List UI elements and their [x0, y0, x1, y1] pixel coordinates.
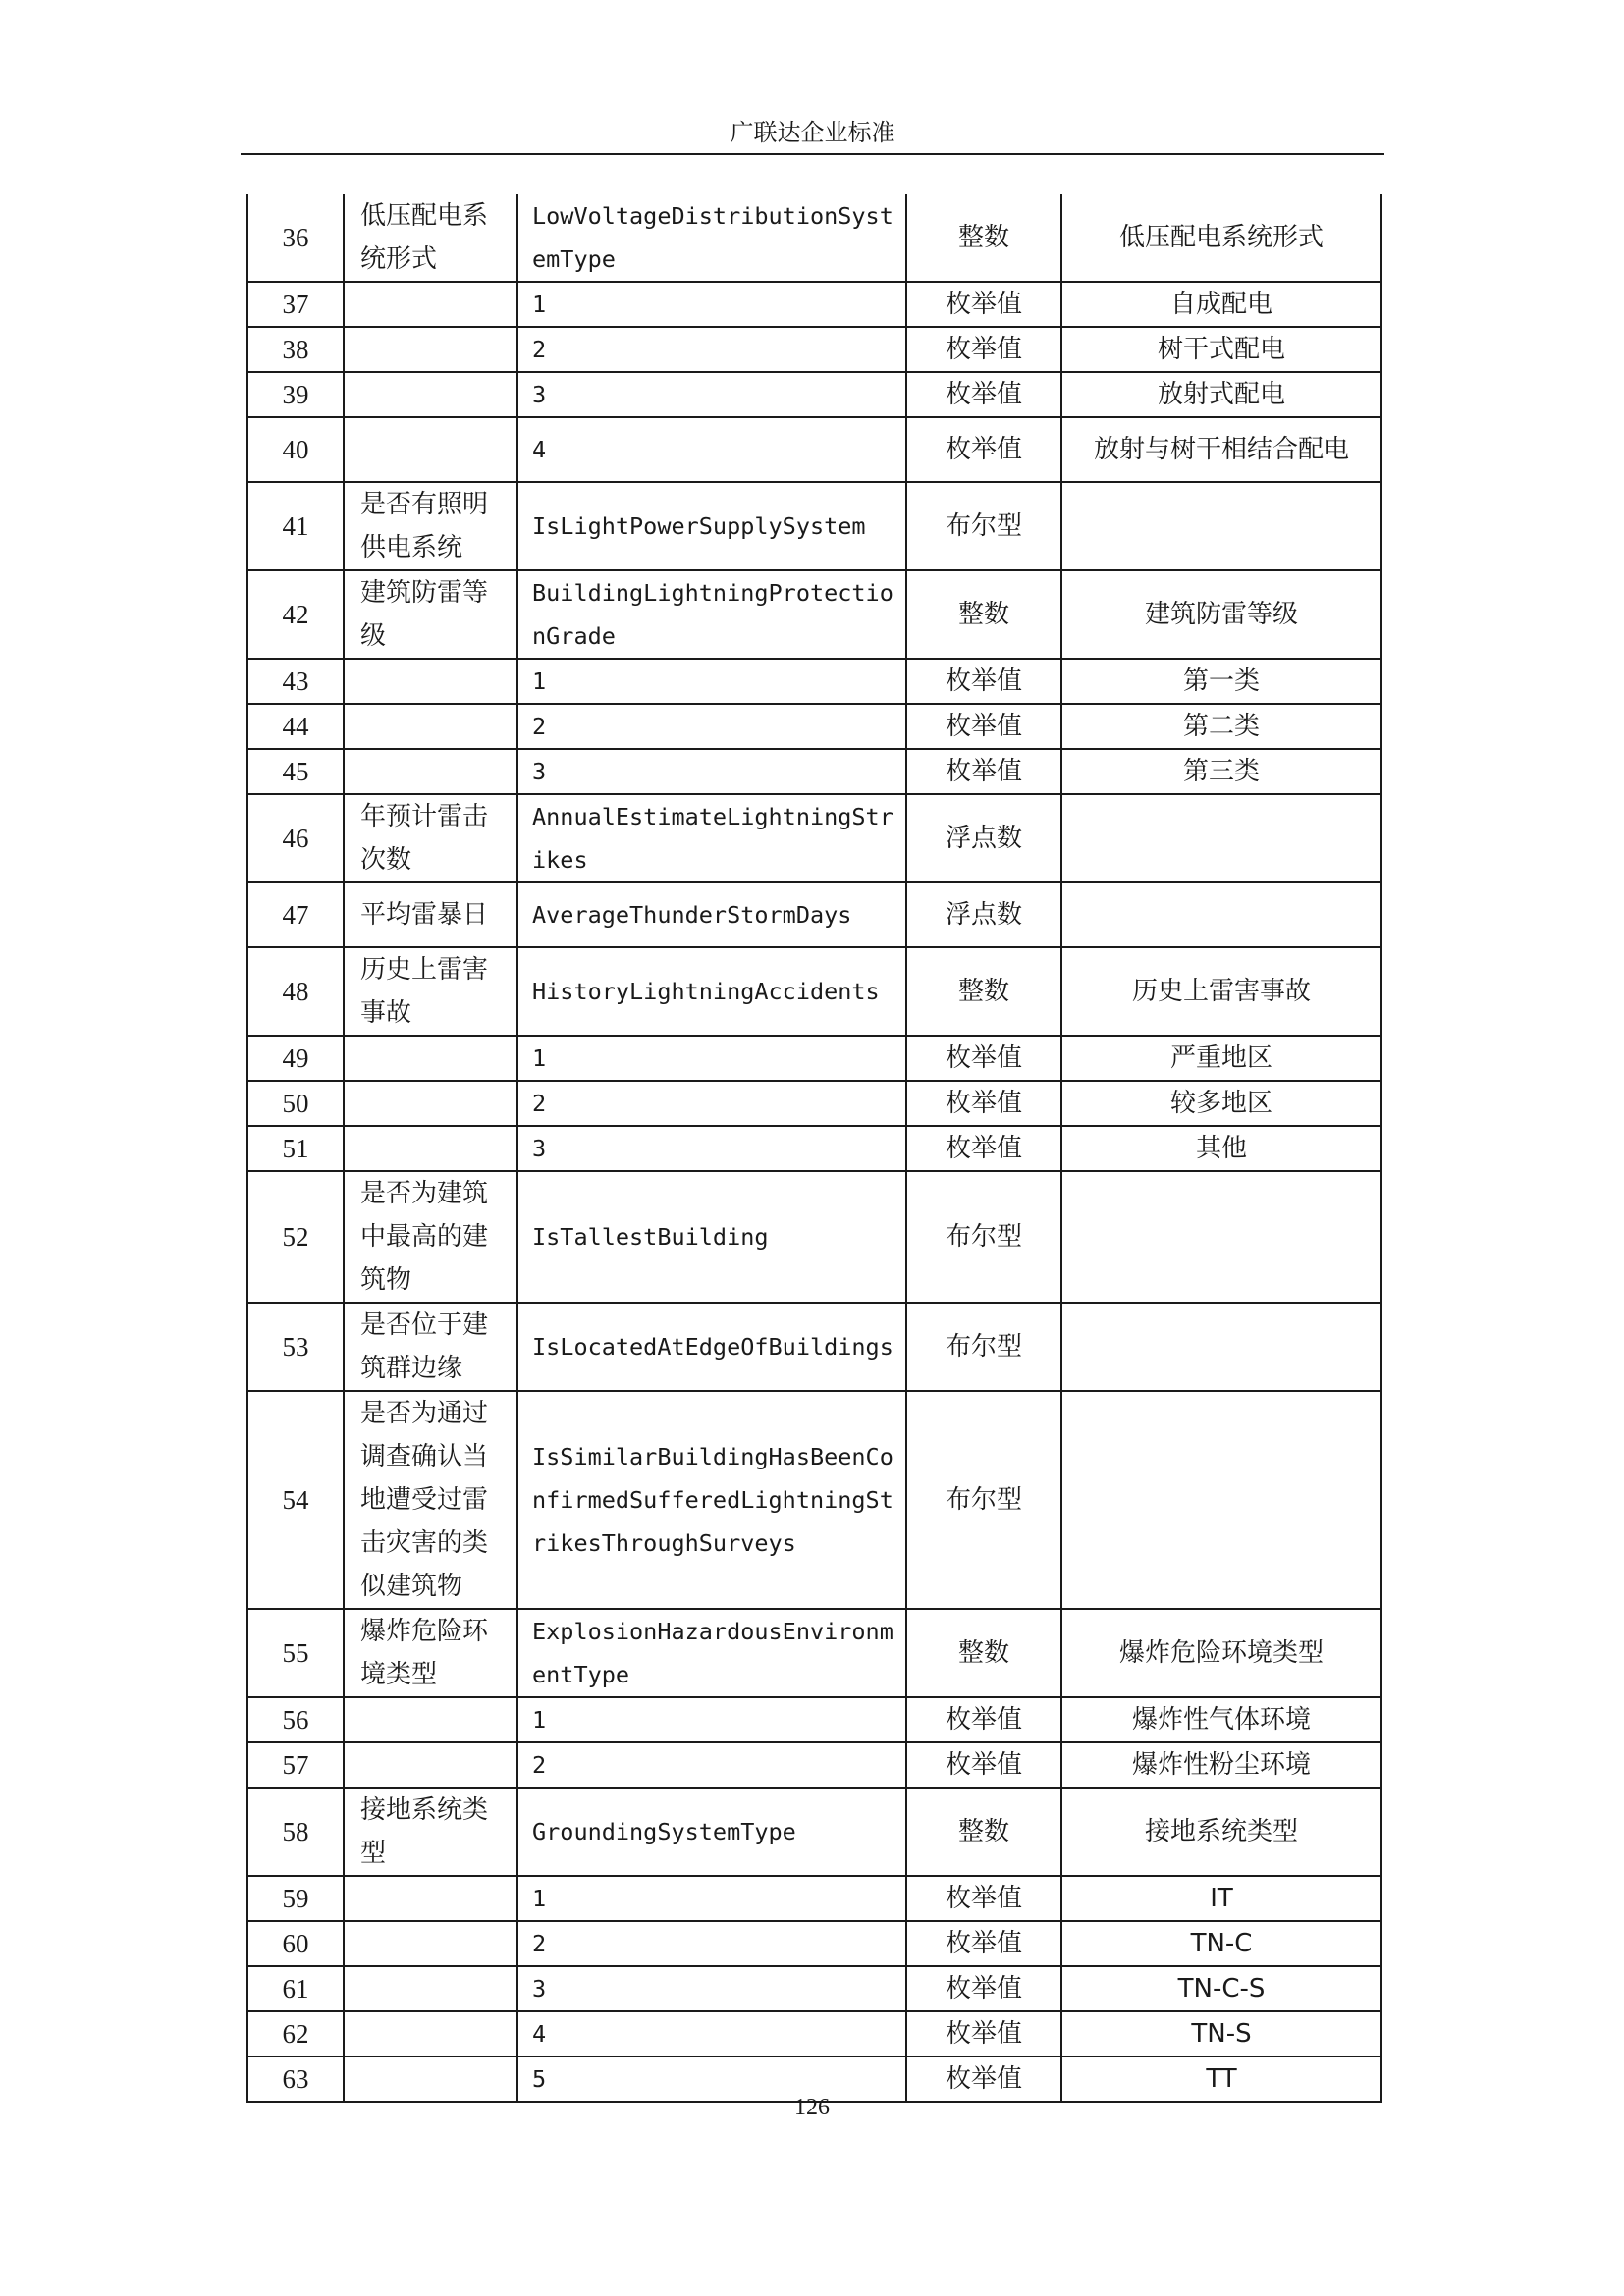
data-type-cell: 布尔型: [906, 1303, 1061, 1391]
attribute-table-body: [247, 194, 1381, 2102]
attribute-code-cell: 3: [517, 1126, 906, 1171]
attribute-code-cell: IsTallestBuilding: [517, 1171, 906, 1303]
value-description-cell: 历史上雷害事故: [1061, 947, 1381, 1036]
attribute-name-cell: [344, 1126, 517, 1171]
attribute-name-cell: 是否有照明供电系统: [344, 482, 517, 570]
header-divider: [241, 153, 1384, 155]
attribute-name-cell: 低压配电系统形式: [344, 194, 517, 282]
table-row: [247, 659, 1381, 704]
data-type-cell: 枚举值: [906, 1921, 1061, 1966]
row-number-cell: 58: [247, 1788, 344, 1876]
data-type-cell: 枚举值: [906, 1876, 1061, 1921]
value-description-cell: 放射式配电: [1061, 372, 1381, 417]
row-number-cell: 49: [247, 1036, 344, 1081]
value-description-cell: 爆炸危险环境类型: [1061, 1609, 1381, 1697]
row-number-cell: 50: [247, 1081, 344, 1126]
row-number-cell: 39: [247, 372, 344, 417]
row-number-cell: 45: [247, 749, 344, 794]
data-type-cell: 枚举值: [906, 1126, 1061, 1171]
value-description-cell: [1061, 882, 1381, 947]
data-type-cell: 浮点数: [906, 882, 1061, 947]
row-number-cell: 54: [247, 1391, 344, 1609]
attribute-code-cell: 2: [517, 327, 906, 372]
data-type-cell: 枚举值: [906, 659, 1061, 704]
value-description-cell: TT: [1061, 2056, 1381, 2102]
table-row: [247, 1921, 1381, 1966]
table-row: [247, 282, 1381, 327]
data-type-cell: 枚举值: [906, 417, 1061, 482]
attribute-table: [246, 194, 1382, 2103]
attribute-code-cell: 3: [517, 372, 906, 417]
row-number-cell: 42: [247, 570, 344, 659]
attribute-name-cell: [344, 282, 517, 327]
attribute-name-cell: [344, 749, 517, 794]
attribute-code-cell: 1: [517, 659, 906, 704]
data-type-cell: 枚举值: [906, 1081, 1061, 1126]
value-description-cell: 低压配电系统形式: [1061, 194, 1381, 282]
row-number-cell: 57: [247, 1742, 344, 1788]
table-row: [247, 882, 1381, 947]
value-description-cell: 爆炸性气体环境: [1061, 1697, 1381, 1742]
value-description-cell: 第一类: [1061, 659, 1381, 704]
attribute-name-cell: 平均雷暴日: [344, 882, 517, 947]
attribute-name-cell: [344, 2011, 517, 2056]
value-description-cell: 第二类: [1061, 704, 1381, 749]
row-number-cell: 41: [247, 482, 344, 570]
value-description-cell: [1061, 482, 1381, 570]
attribute-code-cell: GroundingSystemType: [517, 1788, 906, 1876]
value-description-cell: 建筑防雷等级: [1061, 570, 1381, 659]
attribute-code-cell: 2: [517, 1742, 906, 1788]
attribute-code-cell: 4: [517, 417, 906, 482]
data-type-cell: 枚举值: [906, 2011, 1061, 2056]
table-row: [247, 1609, 1381, 1697]
data-type-cell: 布尔型: [906, 482, 1061, 570]
value-description-cell: 第三类: [1061, 749, 1381, 794]
attribute-name-cell: 年预计雷击次数: [344, 794, 517, 882]
attribute-code-cell: 2: [517, 1921, 906, 1966]
value-description-cell: TN-C-S: [1061, 1966, 1381, 2011]
attribute-name-cell: [344, 1876, 517, 1921]
attribute-code-cell: IsSimilarBuildingHasBeenConfirmedSufferedLightningStrikesThroughSurveys: [517, 1391, 906, 1609]
data-type-cell: 整数: [906, 194, 1061, 282]
attribute-name-cell: 爆炸危险环境类型: [344, 1609, 517, 1697]
attribute-name-cell: [344, 1081, 517, 1126]
row-number-cell: 44: [247, 704, 344, 749]
value-description-cell: 严重地区: [1061, 1036, 1381, 1081]
data-type-cell: 枚举值: [906, 327, 1061, 372]
row-number-cell: 60: [247, 1921, 344, 1966]
table-row: [247, 1788, 1381, 1876]
attribute-code-cell: IsLightPowerSupplySystem: [517, 482, 906, 570]
value-description-cell: TN-S: [1061, 2011, 1381, 2056]
table-row: [247, 1742, 1381, 1788]
data-type-cell: 枚举值: [906, 1036, 1061, 1081]
attribute-name-cell: [344, 327, 517, 372]
value-description-cell: TN-C: [1061, 1921, 1381, 1966]
table-row: [247, 570, 1381, 659]
row-number-cell: 48: [247, 947, 344, 1036]
data-type-cell: 枚举值: [906, 372, 1061, 417]
row-number-cell: 38: [247, 327, 344, 372]
row-number-cell: 52: [247, 1171, 344, 1303]
attribute-code-cell: 1: [517, 1036, 906, 1081]
row-number-cell: 47: [247, 882, 344, 947]
attribute-code-cell: HistoryLightningAccidents: [517, 947, 906, 1036]
data-type-cell: 布尔型: [906, 1391, 1061, 1609]
attribute-name-cell: [344, 659, 517, 704]
attribute-name-cell: 历史上雷害事故: [344, 947, 517, 1036]
attribute-code-cell: 3: [517, 749, 906, 794]
attribute-name-cell: [344, 417, 517, 482]
row-number-cell: 63: [247, 2056, 344, 2102]
page-number: 126: [794, 2095, 830, 2120]
attribute-code-cell: 4: [517, 2011, 906, 2056]
value-description-cell: [1061, 1171, 1381, 1303]
value-description-cell: 放射与树干相结合配电: [1061, 417, 1381, 482]
row-number-cell: 36: [247, 194, 344, 282]
data-type-cell: 整数: [906, 570, 1061, 659]
attribute-code-cell: 1: [517, 1876, 906, 1921]
value-description-cell: 爆炸性粉尘环境: [1061, 1742, 1381, 1788]
value-description-cell: 接地系统类型: [1061, 1788, 1381, 1876]
attribute-code-cell: BuildingLightningProtectionGrade: [517, 570, 906, 659]
attribute-name-cell: [344, 1966, 517, 2011]
table-row: [247, 1391, 1381, 1609]
table-row: [247, 1966, 1381, 2011]
value-description-cell: [1061, 794, 1381, 882]
attribute-name-cell: 是否位于建筑群边缘: [344, 1303, 517, 1391]
attribute-name-cell: [344, 1921, 517, 1966]
table-row: [247, 372, 1381, 417]
row-number-cell: 43: [247, 659, 344, 704]
table-row: [247, 482, 1381, 570]
value-description-cell: [1061, 1391, 1381, 1609]
data-type-cell: 枚举值: [906, 282, 1061, 327]
row-number-cell: 46: [247, 794, 344, 882]
attribute-code-cell: 2: [517, 704, 906, 749]
row-number-cell: 56: [247, 1697, 344, 1742]
attribute-code-cell: AverageThunderStormDays: [517, 882, 906, 947]
row-number-cell: 62: [247, 2011, 344, 2056]
value-description-cell: 其他: [1061, 1126, 1381, 1171]
attribute-code-cell: 3: [517, 1966, 906, 2011]
table-row: [247, 1081, 1381, 1126]
attribute-code-cell: 1: [517, 1697, 906, 1742]
data-type-cell: 布尔型: [906, 1171, 1061, 1303]
attribute-code-cell: ExplosionHazardousEnvironmentType: [517, 1609, 906, 1697]
table-row: [247, 194, 1381, 282]
row-number-cell: 37: [247, 282, 344, 327]
data-type-cell: 整数: [906, 1788, 1061, 1876]
table-row: [247, 417, 1381, 482]
attribute-name-cell: 是否为通过调查确认当地遭受过雷击灾害的类似建筑物: [344, 1391, 517, 1609]
page-header-title: 广联达企业标准: [730, 119, 895, 146]
attribute-name-cell: 是否为建筑中最高的建筑物: [344, 1171, 517, 1303]
value-description-cell: 自成配电: [1061, 282, 1381, 327]
table-row: [247, 1171, 1381, 1303]
row-number-cell: 53: [247, 1303, 344, 1391]
attribute-code-cell: AnnualEstimateLightningStrikes: [517, 794, 906, 882]
table-row: [247, 1697, 1381, 1742]
table-row: [247, 1126, 1381, 1171]
row-number-cell: 40: [247, 417, 344, 482]
attribute-name-cell: [344, 1036, 517, 1081]
attribute-name-cell: [344, 1742, 517, 1788]
data-type-cell: 枚举值: [906, 1697, 1061, 1742]
row-number-cell: 51: [247, 1126, 344, 1171]
value-description-cell: 较多地区: [1061, 1081, 1381, 1126]
table-row: [247, 704, 1381, 749]
attribute-name-cell: [344, 1697, 517, 1742]
data-type-cell: 浮点数: [906, 794, 1061, 882]
value-description-cell: [1061, 1303, 1381, 1391]
row-number-cell: 61: [247, 1966, 344, 2011]
data-type-cell: 枚举值: [906, 704, 1061, 749]
data-type-cell: 枚举值: [906, 1742, 1061, 1788]
attribute-code-cell: 5: [517, 2056, 906, 2102]
table-row: [247, 947, 1381, 1036]
data-type-cell: 整数: [906, 947, 1061, 1036]
attribute-name-cell: [344, 704, 517, 749]
row-number-cell: 55: [247, 1609, 344, 1697]
table-row: [247, 1303, 1381, 1391]
data-type-cell: 枚举值: [906, 749, 1061, 794]
table-row: [247, 1876, 1381, 1921]
attribute-code-cell: IsLocatedAtEdgeOfBuildings: [517, 1303, 906, 1391]
data-type-cell: 整数: [906, 1609, 1061, 1697]
attribute-name-cell: [344, 372, 517, 417]
table-row: [247, 2011, 1381, 2056]
value-description-cell: IT: [1061, 1876, 1381, 1921]
table-row: [247, 327, 1381, 372]
attribute-code-cell: LowVoltageDistributionSystemType: [517, 194, 906, 282]
value-description-cell: 树干式配电: [1061, 327, 1381, 372]
row-number-cell: 59: [247, 1876, 344, 1921]
table-row: [247, 1036, 1381, 1081]
data-type-cell: 枚举值: [906, 2056, 1061, 2102]
attribute-code-cell: 1: [517, 282, 906, 327]
attribute-name-cell: 建筑防雷等级: [344, 570, 517, 659]
table-row: [247, 749, 1381, 794]
attribute-name-cell: 接地系统类型: [344, 1788, 517, 1876]
data-type-cell: 枚举值: [906, 1966, 1061, 2011]
attribute-code-cell: 2: [517, 1081, 906, 1126]
table-row: [247, 794, 1381, 882]
